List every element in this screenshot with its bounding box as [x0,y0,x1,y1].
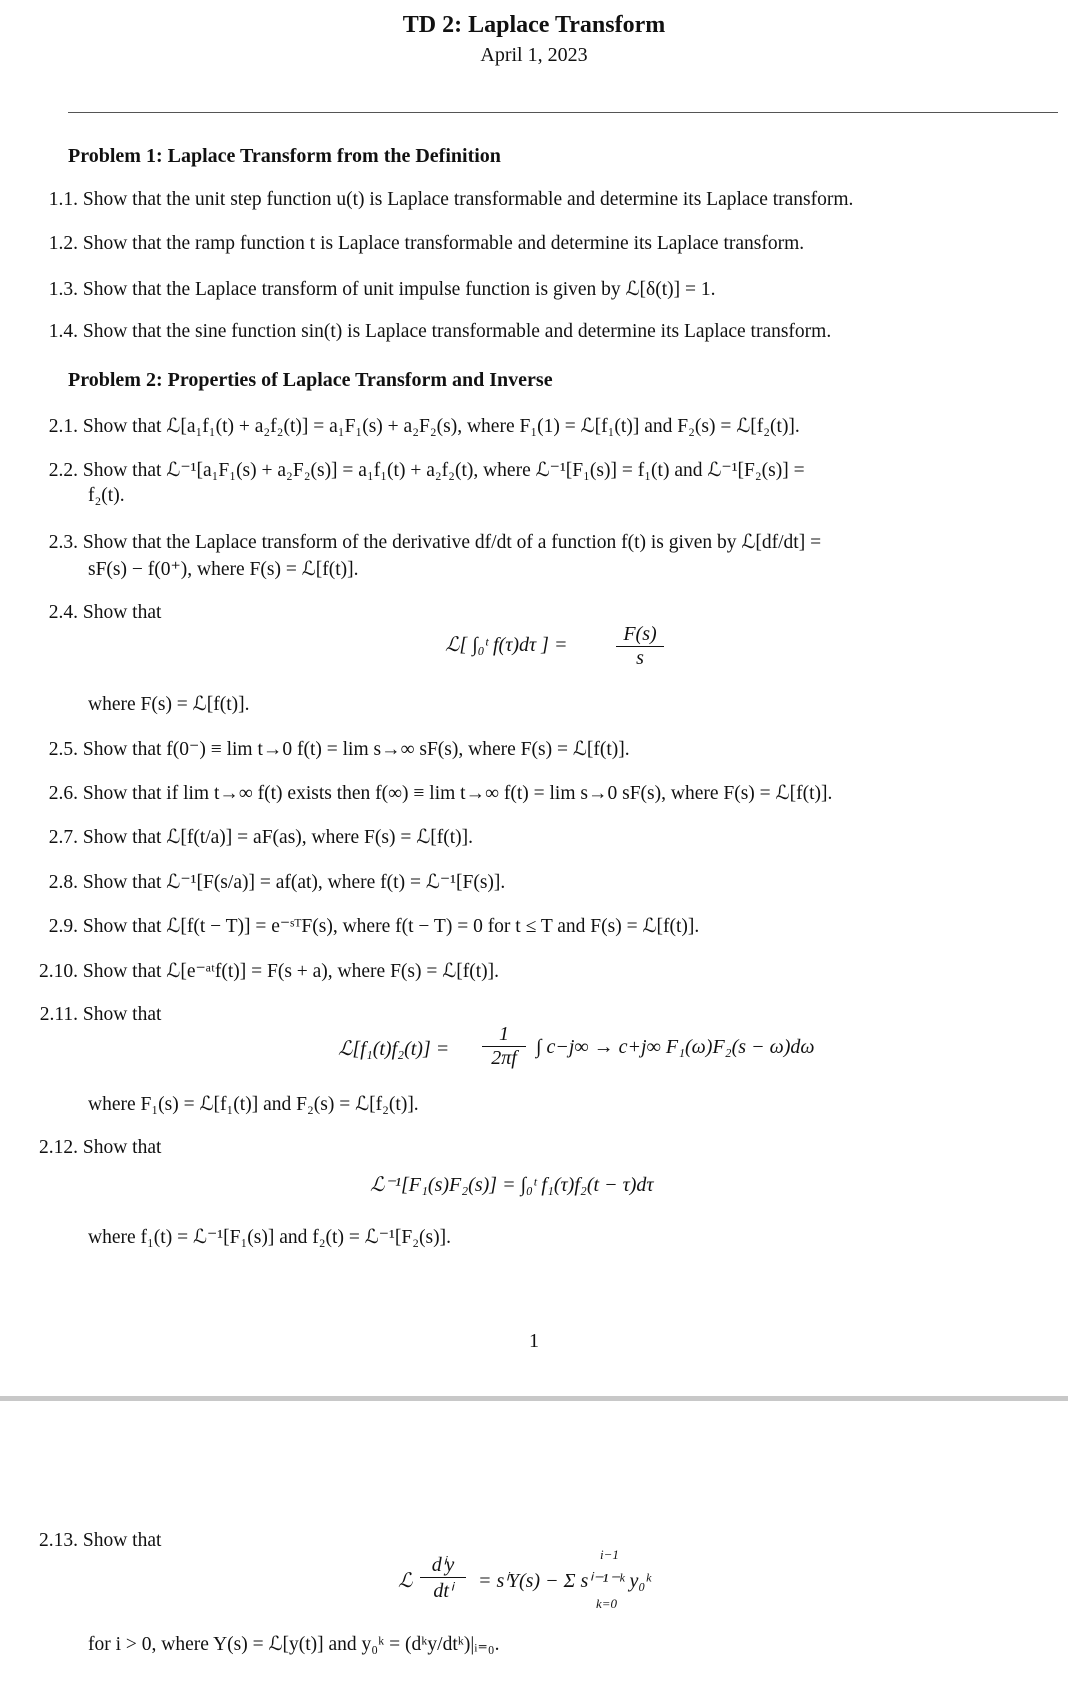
item-text: Show that [82,1004,162,1025]
list-item [32,1137,161,1159]
item-text: Show that [82,1137,162,1158]
equation-lhs: ℒ [398,1570,413,1592]
item-number: 2.4. [48,602,78,623]
item-text: Show that the ramp function t is Laplace transformable and determine its Laplace transform. [82,233,805,254]
list-item [44,737,630,761]
page-number: 1 [529,1330,539,1352]
item-number: 2.3. [48,532,78,553]
item-text: Show that f(0⁻) ≡ lim t→0 f(t) = lim s→∞ sF(s), where F(s) = ℒ[f(t)]. [82,739,630,760]
item-number: 2.11. [39,1004,78,1025]
item-text: Show that [82,602,162,623]
item-after-text: for i > 0, where Y(s) = ℒ[y(t)] and y₀ᵏ = (dᵏy/dtᵏ)|ᵢ₌₀. [88,1634,500,1655]
item-number: 2.1. [48,416,78,437]
problem2-heading: Problem 2: Properties of Laplace Transform and Inverse [68,369,553,391]
equation-fraction [482,1023,526,1070]
fraction-denominator: s [636,647,644,669]
item-number: 2.2. [48,460,78,481]
item-after-text: where F₁(s) = ℒ[f₁(t)] and F₂(s) = ℒ[f₂(t)]. [88,1094,419,1115]
item-text-continued: sF(s) − f(0⁺), where F(s) = ℒ[f(t)]. [88,559,359,580]
item-number: 1.4. [48,321,78,342]
sum-upper-limit: i−1 [600,1547,619,1562]
list-item [44,870,505,894]
fraction-denominator: 2πf [491,1047,517,1069]
item-text: Show that the unit step function u(t) is Laplace transformable and determine its Laplace transform. [82,189,854,210]
fraction-numerator: F(s) [616,623,664,647]
item-number: 2.5. [48,739,78,760]
item-text-continued: f₂(t). [88,485,125,506]
equation-rhs: ∫ c−j∞ → c+j∞ F₁(ω)F₂(s − ω)dω [536,1036,815,1058]
problem1-heading: Problem 1: Laplace Transform from the Definition [68,145,501,167]
item-text: Show that ℒ⁻¹[F(s/a)] = af(at), where f(t) = ℒ⁻¹[F(s)]. [82,872,506,893]
item-text: Show that ℒ[e⁻ᵃᵗf(t)] = F(s + a), where F(s) = ℒ[f(t)]. [82,961,500,982]
item-text: Show that the Laplace transform of the derivative df/dt of a function f(t) is given by ℒ[df/dt] = [82,532,822,553]
list-item [32,1004,161,1026]
item-text: Show that the Laplace transform of unit impulse function is given by ℒ[δ(t)] = 1. [82,279,716,300]
item-number: 2.8. [48,872,78,893]
item-number: 2.12. [39,1137,78,1158]
list-item [32,1530,161,1552]
equation-fraction [616,623,664,670]
item-number: 2.9. [48,916,78,937]
item-number: 2.10. [39,961,78,982]
item-text: Show that ℒ⁻¹[a₁F₁(s) + a₂F₂(s)] = a₁f₁(t) + a₂f₂(t), where ℒ⁻¹[F₁(s)] = f₁(t) and ℒ⁻¹[F₂(s)] = [82,460,805,481]
item-number: 1.2. [48,233,78,254]
item-after-text: where F(s) = ℒ[f(t)]. [88,694,250,715]
equation-lhs: ℒ[ ∫₀ᵗ f(τ)dτ ] = [445,634,568,656]
equation-fraction [420,1552,466,1603]
list-item [44,321,831,343]
equation-integral [445,632,567,657]
fraction-numerator: dⁱy [420,1552,466,1578]
item-number: 1.3. [48,279,78,300]
equation-rhs: = sⁱY(s) − Σ sⁱ⁻¹⁻ᵏ y₀ᵏ [478,1570,652,1592]
list-item [44,602,161,624]
page-separator [0,1396,1068,1401]
title-rule [68,112,1058,113]
item-text: Show that [82,1530,162,1551]
list-item [44,189,853,211]
document-date: April 1, 2023 [480,44,588,66]
item-text: Show that ℒ[f(t − T)] = e⁻ˢᵀF(s), where f(t − T) = 0 for t ≤ T and F(s) = ℒ[f(t)]. [82,916,700,937]
item-text: Show that if lim t→∞ f(t) exists then f(∞) ≡ lim t→∞ f(t) = lim s→0 sF(s), where F(s) = ℒ[f(t)]. [82,783,833,804]
list-item [44,530,821,554]
equation-convolution: ℒ⁻¹[F₁(s)F₂(s)] = ∫₀ᵗ f₁(τ)f₂(t − τ)dτ [370,1174,654,1196]
equation-lhs: ℒ[f₁(t)f₂(t)] = [338,1038,450,1060]
item-text: Show that ℒ[a₁f₁(t) + a₂f₂(t)] = a₁F₁(s) + a₂F₂(s), where F₁(1) = ℒ[f₁(t)] and F₂(s) = ℒ[f₂(t)]. [82,416,800,437]
list-item [44,233,804,255]
item-text: Show that the sine function sin(t) is Laplace transformable and determine its Laplace transform. [82,321,832,342]
list-item [32,959,499,983]
list-item [44,414,800,438]
sum-lower-limit: k=0 [596,1596,618,1611]
item-text: Show that ℒ[f(t/a)] = aF(as), where F(s) = ℒ[f(t)]. [82,827,474,848]
item-number: 1.1. [48,189,78,210]
fraction-denominator: dtⁱ [433,1580,453,1602]
document-title: TD 2: Laplace Transform [402,12,666,38]
list-item [44,458,805,482]
list-item [44,277,716,301]
fraction-numerator: 1 [482,1023,526,1047]
list-item [44,914,699,938]
list-item [44,825,473,849]
item-number: 2.7. [48,827,78,848]
item-after-text: where f₁(t) = ℒ⁻¹[F₁(s)] and f₂(t) = ℒ⁻¹[F₂(s)]. [88,1227,451,1248]
item-number: 2.13. [39,1530,78,1551]
list-item [44,781,832,805]
item-number: 2.6. [48,783,78,804]
